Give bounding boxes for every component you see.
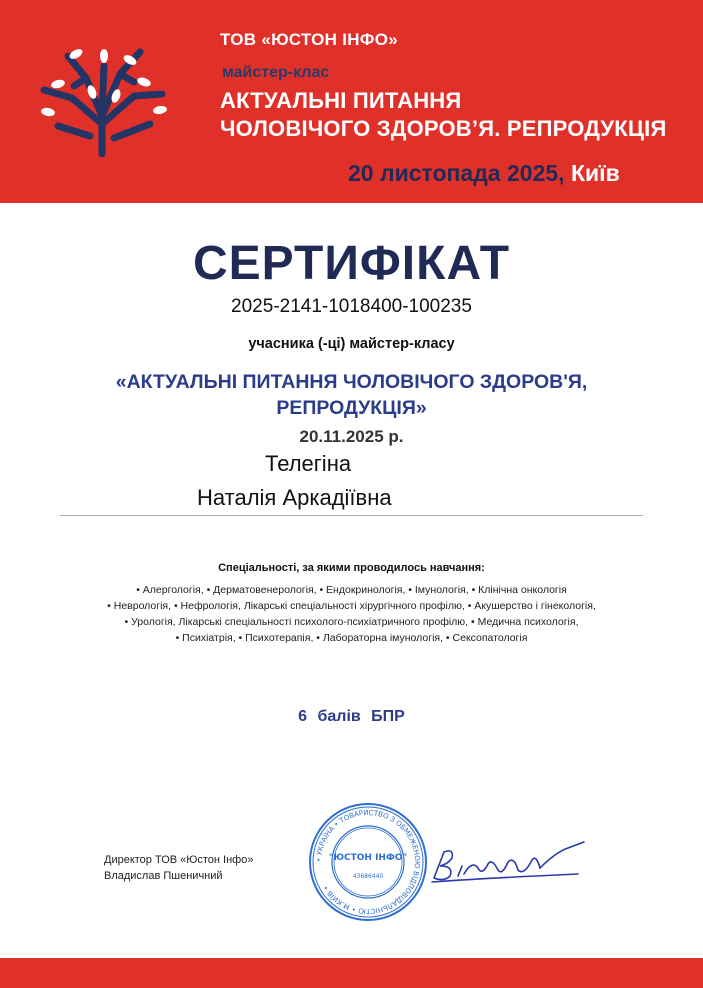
- recipient-given-names: Наталія Аркадіївна: [197, 485, 392, 510]
- company-stamp: [305, 800, 431, 924]
- signatory-block: [104, 852, 253, 884]
- signature-graphic: [428, 838, 588, 888]
- specialties-line: • Психіатрія, • Психотерапія, • Лабораторна імунологія, • Сексопатологія: [175, 632, 528, 644]
- signatory-position: Директор ТОВ «Юстон Інфо»: [104, 854, 254, 866]
- tree-logo-icon: [22, 26, 182, 158]
- footer-banner: [0, 958, 703, 988]
- course-date: 20.11.2025 р.: [299, 427, 404, 446]
- specialties-title: Спеціальності, за якими проводилось навчання:: [218, 562, 485, 574]
- course-title: «АКТУАЛЬНІ ПИТАННЯ ЧОЛОВІЧОГО ЗДОРОВ'Я, РЕПРОДУКЦІЯ»: [115, 371, 588, 419]
- header-banner: [0, 0, 703, 203]
- specialties-line: • Неврологія, • Нефрологія, Лікарські спеціальності хірургічного профілю, • Акушерство і гінекологія,: [107, 600, 596, 612]
- specialties-line: • Урологія, Лікарські спеціальності психолого-психіатричного профілю, • Медична психологія,: [124, 616, 579, 628]
- certificate-title: СЕРТИФІКАТ: [192, 237, 511, 290]
- stamp-center-text: "ЮСТОН ІНФО": [328, 853, 408, 863]
- specialties-list: [30, 582, 673, 646]
- event-date-text: 20 листопада 2025,: [348, 160, 565, 186]
- name-underline: [60, 515, 643, 516]
- participant-caption: учасника (-ці) майстер-класу: [248, 336, 455, 352]
- masterclass-title-line1: АКТУАЛЬНІ ПИТАННЯ: [220, 88, 462, 113]
- recipient-surname: Телегіна: [265, 451, 352, 476]
- cme-points: 6 балів БПР: [298, 708, 405, 725]
- masterclass-label: майстер-клас: [222, 64, 330, 81]
- stamp-code: 43686440: [352, 873, 384, 880]
- stamp-ring-text: • УКРАЇНА • ТОВАРИСТВО З ОБМЕЖЕНОЮ ВІДПОВІДАЛЬНІСТЮ • М.КИЇВ •: [314, 808, 422, 916]
- certificate-number: 2025-2141-1018400-100235: [231, 296, 472, 317]
- signatory-name: Владислав Пшеничний: [104, 870, 223, 882]
- specialties-line: • Алергологія, • Дерматовенерологія, • Ендокринологія, • Імунологія, • Клінічна онкологія: [136, 584, 567, 596]
- event-date: [348, 160, 620, 187]
- masterclass-title-line2: ЧОЛОВІЧОГО ЗДОРОВ’Я. РЕПРОДУКЦІЯ: [220, 116, 667, 141]
- event-city: Київ: [570, 160, 620, 186]
- masterclass-title: [220, 87, 666, 143]
- company-name: ТОВ «ЮСТОН ІНФО»: [220, 30, 398, 49]
